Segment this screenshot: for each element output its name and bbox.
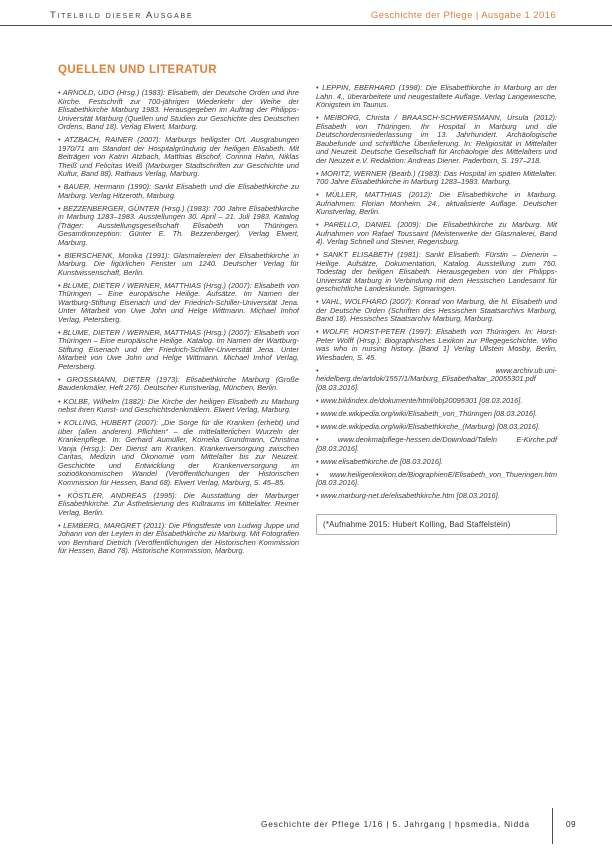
reference-list-right bbox=[316, 84, 557, 501]
section-title: QUELLEN UND LITERATUR bbox=[58, 64, 217, 76]
page-footer bbox=[0, 806, 612, 846]
reference-entry: • LEPPIN, EBERHARD (1998): Die Elisabethkirche in Marburg an der Lahn. 4., überarbeitete und neugestaltete Auflage. Verlag Langewiesche, Königstein im Taunus. bbox=[316, 83, 557, 110]
reference-entry: • BEZZENBERGER, GÜNTER (Hrsg.) (1983): 700 Jahre Elisabethkirche in Marburg 1283–1983. Ausstellungen 30. April – 21. Juli 1983. Katalog (Träger: Ausstellungsgesellschaft Elisabeth von Thüringen. Gesamtkonzeption: Günter E. Th. Bezzenberger). Verlag Elwert, Marburg. bbox=[58, 203, 299, 247]
footer-journal-line: Geschichte der Pflege 1/16 | 5. Jahrgang | hpsmedia, Nidda bbox=[260, 820, 530, 829]
page-header bbox=[50, 10, 556, 21]
reference-entry: • VAHL, WOLFHARD (2007): Konrad von Marburg, die hl. Elisabeth und der Deutsche Orden (Schriften des Hessischen Staatsarchivs Marburg, Band 18). Hessisches Staatsarchiv Marburg, Marburg. bbox=[316, 297, 557, 324]
reference-entry: • KÖSTLER, ANDREAS (1995): Die Ausstattung der Marburger Elisabethkirche. Zur Ästhetisierung des Kultraums im Mittelalter. Reimer Verlag, Berlin. bbox=[58, 490, 299, 517]
reference-entry: • MÜLLER, MATTHIAS (2012): Die Elisabethkirche in Marburg. Aufnahmen: Florian Monheim. 24., aktualisierte Auflage. Deutscher Kunstverlag, Berlin. bbox=[316, 190, 557, 217]
reference-entry: • ARNOLD, UDO (Hrsg.) (1983): Elisabeth, der Deutsche Orden und ihre Kirche. Festschrift zur 700-jährigen Wiederkehr der Weihe der Elisabethkirche Marburg 1983. Herausgegeben im Auftrag der Philipps-Universität Marburg (Quellen und Studien zur Geschichte des Deutschen Ordens, Band 18). Verlag Elwert, Marburg. bbox=[58, 88, 299, 132]
header-issue-label: Titelbild dieser Ausgabe bbox=[50, 10, 194, 21]
reference-entry: • www.heiligenlexikon.de/BiographienE/Elisabeth_von_Thueringen.htm [08.03.2016]. bbox=[316, 469, 557, 488]
footer-divider bbox=[552, 808, 553, 844]
reference-entry: • MORITZ, WERNER (Bearb.) (1983): Das Hospital im späten Mittelalter. 700 Jahre Elisabethkirche in Marburg 1283–1983. Marburg. bbox=[316, 168, 557, 187]
reference-entry: • www.marburg-net.de/elisabethkirche.htm [08.03.2016]. bbox=[316, 491, 500, 501]
reference-entry: • SANKT ELISABETH (1981): Sankt Elisabeth. Fürstin – Dienerin – Heilige. Aufsätze, Dokumentation, Katalog. Ausstellung zum 750. Todestag der heiligen Elisabeth. Herausgegeben von der Philipps-Universität Marburg in Verbindung mit dem Hessischen Landesamt für geschichtliche Landeskunde. Sigmaringen. bbox=[316, 250, 557, 294]
reference-entry: • www.de.wikipedia.org/wiki/Elisabeth_von_Thüringen [08.03.2016]. bbox=[316, 409, 538, 419]
reference-entry: • BAUER, Hermann (1990): Sankt Elisabeth und die Elisabethkirche zu Marburg. Verlag Hitzeroth, Marburg. bbox=[58, 182, 299, 200]
reference-entry: • KOLLING, HUBERT (2007): „Die Sorge für die Kranken (erhebt) und über (allen anderen) Pflichten“ – die mittelalterlichen Wurzeln der Krankenpflege. In: Gerhard Aumüller, Kornelia Grundmann, Christina Vanja (Hrsg.): Der Dienst am Kranken. Krankenversorgung zwischen Caritas, Medizin und Ökonomie vom Mittelalter bis zur Neuzeit. Geschichte und Entwicklung der Krankenversorgung im sozioökonomischen Wandel (Veröffentlichungen der Historischen Kommission für Hessen, Band 68). Elwert Verlag, Marburg, S. 45–85. bbox=[58, 418, 299, 487]
reference-entry: • www.bildindex.de/dokumente/html/obj20095301 [08.03.2016]. bbox=[316, 396, 523, 405]
header-journal-title: Geschichte der Pflege | Ausgabe 1 2016 bbox=[370, 10, 556, 21]
reference-entry: • www.elisabethkirche.de [08.03.2016]. bbox=[316, 456, 444, 466]
reference-entry: • BIERSCHENK, Monika (1991): Glasmalereien der Elisabethkirche in Marburg. Die figürlichen Fenster um 1240. Deutscher Verlag für Kunstwissenschaft, Berlin. bbox=[58, 250, 299, 277]
reference-entry: • KOLBE, Wilhelm (1882): Die Kirche der heiligen Elisabeth zu Marburg nebst ihren Kunst- und Geschichtsdenkmälern. Elwert Verlag, Marburg. bbox=[58, 396, 299, 415]
reference-entry: • www.de.wikipedia.org/wiki/Elisabethkirche_(Marburg) [08.03.2016]. bbox=[316, 422, 541, 432]
header-divider-rule bbox=[0, 25, 612, 26]
reference-entry: • BLUME, DIETER / WERNER, MATTHIAS (Hrsg.) (2007): Elisabeth von Thüringen – Eine europäische Heilige. Katalog. Im Namen der Wartburg-Stiftung Eisenach und der Friedrich-Schiller-Universität Jena. Unter Mitarbeit von Uwe John und Helge Wittmann. Michael Imhof Verlag, Petersberg. bbox=[58, 327, 299, 371]
reference-entry: • ATZBACH, RAINER (2007): Marburgs heiligster Ort. Ausgrabungen 1970/71 am Standort der Hospitalgründung der heiligen Elisabeth. Mit Beiträgen von Katrin Atzbach, Matthias Bischof, Corinna Hahn, Niklas Theiß und Felicitas Weiß (Marburger Stadtschriften zur Geschichte und Kultur, Band 88). Rathaus Verlag, Marburg. bbox=[58, 135, 299, 179]
reference-entry: • www.denkmalpflege-hessen.de/Download/Tafeln E-Kirche.pdf [08.03.2016]. bbox=[316, 435, 557, 453]
photo-credit-note: (*Aufnahme 2015: Hubert Kolling, Bad Staffelstein) bbox=[316, 514, 557, 535]
reference-list-left bbox=[58, 89, 299, 556]
reference-entry: • PARELLO, DANIEL (2009): Die Elisabethkirche zu Marburg. Mit Aufnahmen von Rafael Toussaint (Meisterwerke der Glasmalerei, Band 4). Verlag Schnell und Steiner, Regensburg. bbox=[316, 220, 557, 247]
references-column-left bbox=[58, 64, 299, 560]
reference-entry: • GROSSMANN, DIETER (1973): Elisabethkirche Marburg (Große Baudenkmäler, Heft 276). Deutscher Kunstverlag, München, Berlin. bbox=[58, 374, 299, 393]
reference-entry: • BLUME, DIETER / WERNER, MATTHIAS (Hrsg.) (2007): Elisabeth von Thüringen – Eine europäische Heilige. Aufsätze. Im Namen der Wartburg-Stiftung Eisenach und der Friedrich-Schiller-Universität Jena. Unter Mitarbeit von Uwe John und Helge Wittmann. Michael Imhof Verlag, Petersberg. bbox=[58, 280, 299, 324]
reference-entry: • WOLFF, HORST-PETER (1997): Elisabeth von Thüringen. In: Horst-Peter Wolff (Hrsg.): Biographisches Lexikon zur Pflegegeschichte. Who was who in nursing history. [Band 1] Verlag Ullstein Mosby, Berlin, Wiesbaden, S. 45. bbox=[316, 327, 557, 362]
reference-entry: • www.archiv.ub.uni-heidelberg.de/artdok/1557/1/Marburg_Elisabethaltar_20055301.pdf [08.03.2016]. bbox=[316, 365, 557, 392]
references-column-right bbox=[316, 84, 557, 535]
footer-page-number: 09 bbox=[566, 820, 577, 829]
reference-entry: • LEMBERG, MARGRET (2011): Die Pfingstfeste von Ludwig Juppe und Johann von der Leyten in der Elisabethkirche zu Marburg. Mit Fotografien von Bernhard Dietrich (Veröffentlichungen der Historischen Kommission für Hessen, Band 78). Historische Kommission, Marburg. bbox=[58, 520, 299, 556]
reference-entry: • MEIBORG, Christa / BRAASCH-SCHWERSMANN, Ursula (2012): Elisabeth von Thüringen. Ihr Hospital in Marburg und die Deutschordensniederlassung im 13. Jahrhundert. Archäologische Baubefunde und schriftliche Überlieferung. In: Religiosität in Mittelalter und Neuzeit. Deutsche Gesellschaft für Archäologie des Mittelalters und der Neuzeit e.V. Redaktion: Andreas Diener. Paderborn, S. 197–218. bbox=[316, 113, 557, 165]
